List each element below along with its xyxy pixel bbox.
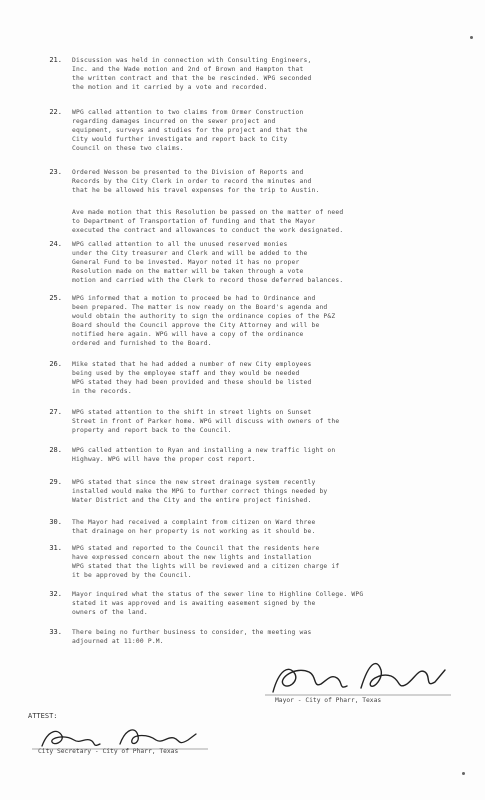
minute-item — [40, 478, 460, 505]
text-line: being used by the employee staff and they would be needed — [72, 370, 300, 377]
item-number: 27. — [49, 408, 62, 416]
text-line: to Department of Transportation of funding and that the Mayor — [72, 218, 316, 225]
text-line: that drainage on her property is not working as it should be. — [72, 528, 316, 535]
minute-item — [40, 56, 460, 92]
item-number: 28. — [49, 446, 62, 454]
text-line: it be approved by the Council. — [72, 572, 192, 579]
minute-item — [40, 108, 460, 153]
minute-item — [40, 544, 460, 580]
text-line: ordered and furnished to the Board. — [72, 340, 212, 347]
text-line: WPG called attention to Ryan and installing a new traffic light on — [72, 447, 336, 454]
text-line: regarding damages incurred on the sewer project and — [72, 118, 276, 125]
scan-speck — [470, 36, 473, 39]
text-line: Records by the City Clerk in order to record the minutes and — [72, 178, 312, 185]
item-text — [72, 628, 460, 646]
item-number: 21. — [49, 56, 62, 64]
minute-item — [40, 628, 460, 646]
minute-item — [40, 590, 460, 617]
text-line: in the records. — [72, 388, 132, 395]
text-line: City would further investigate and report back to City — [72, 136, 288, 143]
signature-caption: Mayor - City of Pharr, Texas — [275, 697, 382, 704]
text-line: WPG stated that since the new street drainage system recently — [72, 479, 316, 486]
minute-item — [40, 168, 460, 195]
item-number: 32. — [49, 590, 62, 598]
text-line: Street in front of Parker home. WPG will discuss with owners of the — [72, 418, 340, 425]
text-line: would obtain the authority to sign the ordinance copies of the P&Z — [72, 313, 336, 320]
clerk-signature-block — [28, 722, 228, 772]
item-number: 23. — [49, 168, 62, 176]
item-text — [72, 108, 460, 153]
minute-item — [40, 408, 460, 435]
text-line: WPG stated and reported to the Council that the residents here — [72, 545, 320, 552]
item-text — [72, 544, 460, 580]
text-line: Highway. WPG will have the proper cost report. — [72, 456, 256, 463]
text-line: the written contract and that the be rescinded. WPG seconded — [72, 75, 312, 82]
text-line: Ave made motion that this Resolution be passed on the matter of need — [72, 209, 344, 216]
item-number: 33. — [49, 628, 62, 636]
text-line: been prepared. The matter is now ready on the Board's agenda and — [72, 304, 328, 311]
clerk-caption: City Secretary - City of Pharr, Texas — [38, 748, 179, 755]
item-text — [72, 408, 460, 435]
text-line: property and report back to the Council. — [72, 427, 232, 434]
item-text — [72, 208, 460, 235]
text-line: WPG called attention to two claims from Ormer Construction — [72, 109, 304, 116]
text-line: Discussion was held in connection with Consulting Engineers, — [72, 57, 312, 64]
item-text — [72, 590, 460, 617]
text-line: stated it was approved and is awaiting easement signed by the — [72, 600, 316, 607]
scan-speck — [462, 772, 465, 775]
text-line: installed would make the MPG to further correct things needed by — [72, 488, 328, 495]
text-line: owners of the land. — [72, 609, 148, 616]
text-line: Mayor inquired what the status of the sewer line to Highline College. WPG — [72, 591, 364, 598]
text-line: There being no further business to consider, the meeting was — [72, 629, 312, 636]
text-line: executed the contract and allowances to conduct the work designated. — [72, 227, 344, 234]
minute-item — [40, 294, 460, 348]
minute-item — [40, 446, 460, 464]
text-line: notified here again. WPG will have a copy of the ordinance — [72, 331, 304, 338]
item-number: 26. — [49, 360, 62, 368]
item-number: 31. — [49, 544, 62, 552]
item-text — [72, 360, 460, 396]
minute-item — [40, 240, 460, 285]
minute-item — [40, 518, 460, 536]
text-line: Inc. and the Wade motion and 2nd of Brown and Hampton that — [72, 66, 304, 73]
text-line: motion and carried with the Clerk to record those deferred balances. — [72, 277, 344, 284]
text-line: Ordered Wesson be presented to the Division of Reports and — [72, 169, 304, 176]
text-line: Board should the Council approve the City Attorney and will be — [72, 322, 320, 329]
minute-item — [40, 360, 460, 396]
text-line: Council on these two claims. — [72, 145, 184, 152]
text-line: WPG stated that the lights will be reviewed and a citizen charge if — [72, 563, 340, 570]
item-text — [72, 56, 460, 92]
text-line: WPG stated attention to the shift in street lights on Sunset — [72, 409, 312, 416]
text-line: General Fund to be invested. Mayor noted it has no proper — [72, 259, 300, 266]
item-text — [72, 294, 460, 348]
text-line: Resolution made on the matter will be taken through a vote — [72, 268, 304, 275]
text-line: under the City treasurer and Clerk and will be added to the — [72, 250, 308, 257]
minute-item — [40, 208, 460, 235]
text-line: The Mayor had received a complaint from citizen on Ward three — [72, 519, 316, 526]
mayor-signature — [265, 650, 455, 700]
item-text — [72, 240, 460, 285]
item-number: 24. — [49, 240, 62, 248]
attest-label: ATTEST: — [28, 712, 58, 720]
item-text — [72, 518, 460, 536]
text-line: Mike stated that he had added a number of new City employees — [72, 361, 312, 368]
text-line: Water District and the City and the entire project finished. — [72, 497, 312, 504]
text-line: WPG called attention to all the unused reserved monies — [72, 241, 288, 248]
text-line: that he be allowed his travel expenses for the trip to Austin. — [72, 187, 320, 194]
item-text — [72, 168, 460, 195]
item-number: 30. — [49, 518, 62, 526]
text-line: equipment, surveys and studies for the project and that the — [72, 127, 308, 134]
item-number: 29. — [49, 478, 62, 486]
item-number: 22. — [49, 108, 62, 116]
item-number — [40, 208, 62, 235]
item-number: 25. — [49, 294, 62, 302]
item-text — [72, 446, 460, 464]
text-line: have expressed concern about the new lights and installation — [72, 554, 312, 561]
text-line: WPG stated they had been provided and these should be listed — [72, 379, 312, 386]
text-line: WPG informed that a motion to proceed be had to Ordinance and — [72, 295, 316, 302]
text-line: the motion and it carried by a vote and recorded. — [72, 84, 268, 91]
text-line: adjourned at 11:00 P.M. — [72, 638, 164, 645]
item-text — [72, 478, 460, 505]
mayor-signature-block — [265, 650, 455, 710]
